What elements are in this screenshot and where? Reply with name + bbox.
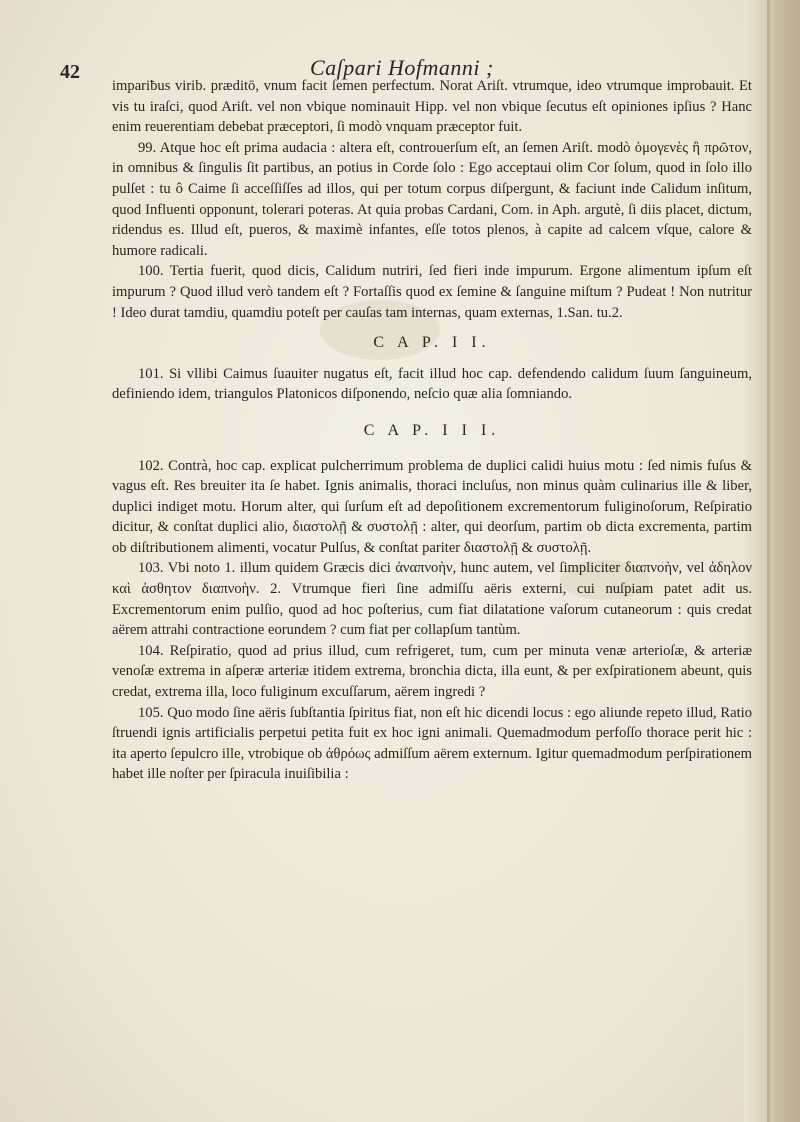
running-title: Caſpari Hofmanni ; xyxy=(310,55,494,80)
paragraph-103: 103. Vbi noto 1. illum quidem Græcis dici ἀναπνοὴν, hunc autem, vel ſimpliciter διαπνοὴν, vel ἀδηλον καὶ ἀσθητον διαπνοὴν. 2. Vtrumque fieri ſine admiſſu aëris externi, cui nuſpiam patet adit us. Excrementorum enim pulſio, quod ad hoc poſterius, cum fiat dilatatione vaſorum cutaneorum : quis credat aërem attrahi contractione eorundem ? cum fiat per collapſum tantùm. xyxy=(112,560,752,639)
paragraph-continuation: impariƀus virib. præditō, vnum facit ſemen perfectum. Norat Ariſt. vtrumque, ideo vtrumque improbauit. Et vis tu iraſci, quod Ariſt. vel non vbique nominauit Hipp. vel non vbique ſecutus eſt opiniones ipſius ? Hanc enim reuerentiam debebat præceptori, ſi modò vnquam præceptor fuit. xyxy=(112,78,752,136)
main-text xyxy=(112,76,752,785)
binding-shadow xyxy=(767,0,770,1122)
paragraph-99: 99. Atque hoc eſt prima audacia : altera eſt, controuerſum eſt, an ſemen Ariſt. modò ὁμογενὲς ἢ πρῶτον, in omnibus & ſingulis ſit partibus, an potius in Corde ſolo : Ego acceptaui olim Cor ſolum, quod in ſolo illo pulſet : tu ô Caime ſi acceſſiſſes ad illos, qui per totum corpus diſpergunt, & faciunt inde Calidum inſitum, quod Influenti opponunt, tolerari poteras. At quia probas Cardani, Com. in Aph. argutè, ſi diis placet, dictum, ridendus es. Illud eſt, pueros, & maximè infantes, eſſe totos plenos, à capite ad calcem vſque, calore & humore radicali. xyxy=(112,139,752,259)
paragraph-102: 102. Contrà, hoc cap. explicat pulcherrimum problema de duplici calidi huius motu : ſed nimis fuſus & vagus eſt. Res breuiter ita ſe habet. Ignis animalis, thoraci incluſus, non minus quàm culinarius ille & liber, duplici indiget motu. Horum alter, qui ſurſum eſt ad depoſitionem excrementorum fuliginoſorum, Reſpiratio dicitur, & conſtat duplici alio, διαστολῇ & συστολῇ : alter, qui deorſum, partim ob dicta excrementa, partim ob diſtributionem alimenti, vocatur Pulſus, & conſtat pariter διαστολῇ & συστολῇ. xyxy=(112,457,752,556)
paragraph-104: 104. Reſpiratio, quod ad prius illud, cum refrigeret, tum, cum per minuta venæ arterioſæ, & arteriæ venoſæ extrema in aſperæ arteriæ itidem extrema, bronchia dicta, illa eunt, & per exſpirationem abeunt, quis credat, extrema illa, loco fuliginum excuſſarum, aërem ingredi ? xyxy=(112,642,752,701)
page-gutter-edge xyxy=(744,0,800,1122)
page-number: 42 xyxy=(60,61,80,83)
chapter-3-heading: C A P. I I I. xyxy=(363,421,501,439)
paragraph-101: 101. Si vllibi Caimus ſuauiter nugatus eſt, facit illud hoc cap. defendendo calidum ſuum ſanguineum, definiendo idem, triangulos Platonicos diſponendo, neſcio quæ alia ſomniando. xyxy=(112,365,752,403)
chapter-2-heading: C A P. I I. xyxy=(373,334,491,352)
paragraph-100: 100. Tertia fuerit, quod dicis, Calidum nutriri, ſed fieri inde impurum. Ergone alimentum ipſum eſt impurum ? Quod illud verò tandem eſt ? Fortaſſis quod ex ſemine & ſanguine miſtum ? Pudeat ! Non nutritur ! Ideo durat tamdiu, quamdiu poteſt per cauſas tam internas, quam externas, 1.San. tu.2. xyxy=(112,263,752,321)
paragraph-105: 105. Quo modo ſine aëris ſubſtantia ſpiritus fiat, non eſt hic dicendi locus : ego aliunde repeto illud, Ratio ſtruendi ignis artificialis perpetui petita fuit ex hoc igni animali. Quemadmodum perfoſſo thorace perit hic : ita aperto ſepulcro ille, vtrobique ob ἀθρόως admiſſum aërem externum. Igitur quemadmodum perſpirationem habet ille noſter per ſpiracula inuiſibilia : xyxy=(112,704,752,783)
